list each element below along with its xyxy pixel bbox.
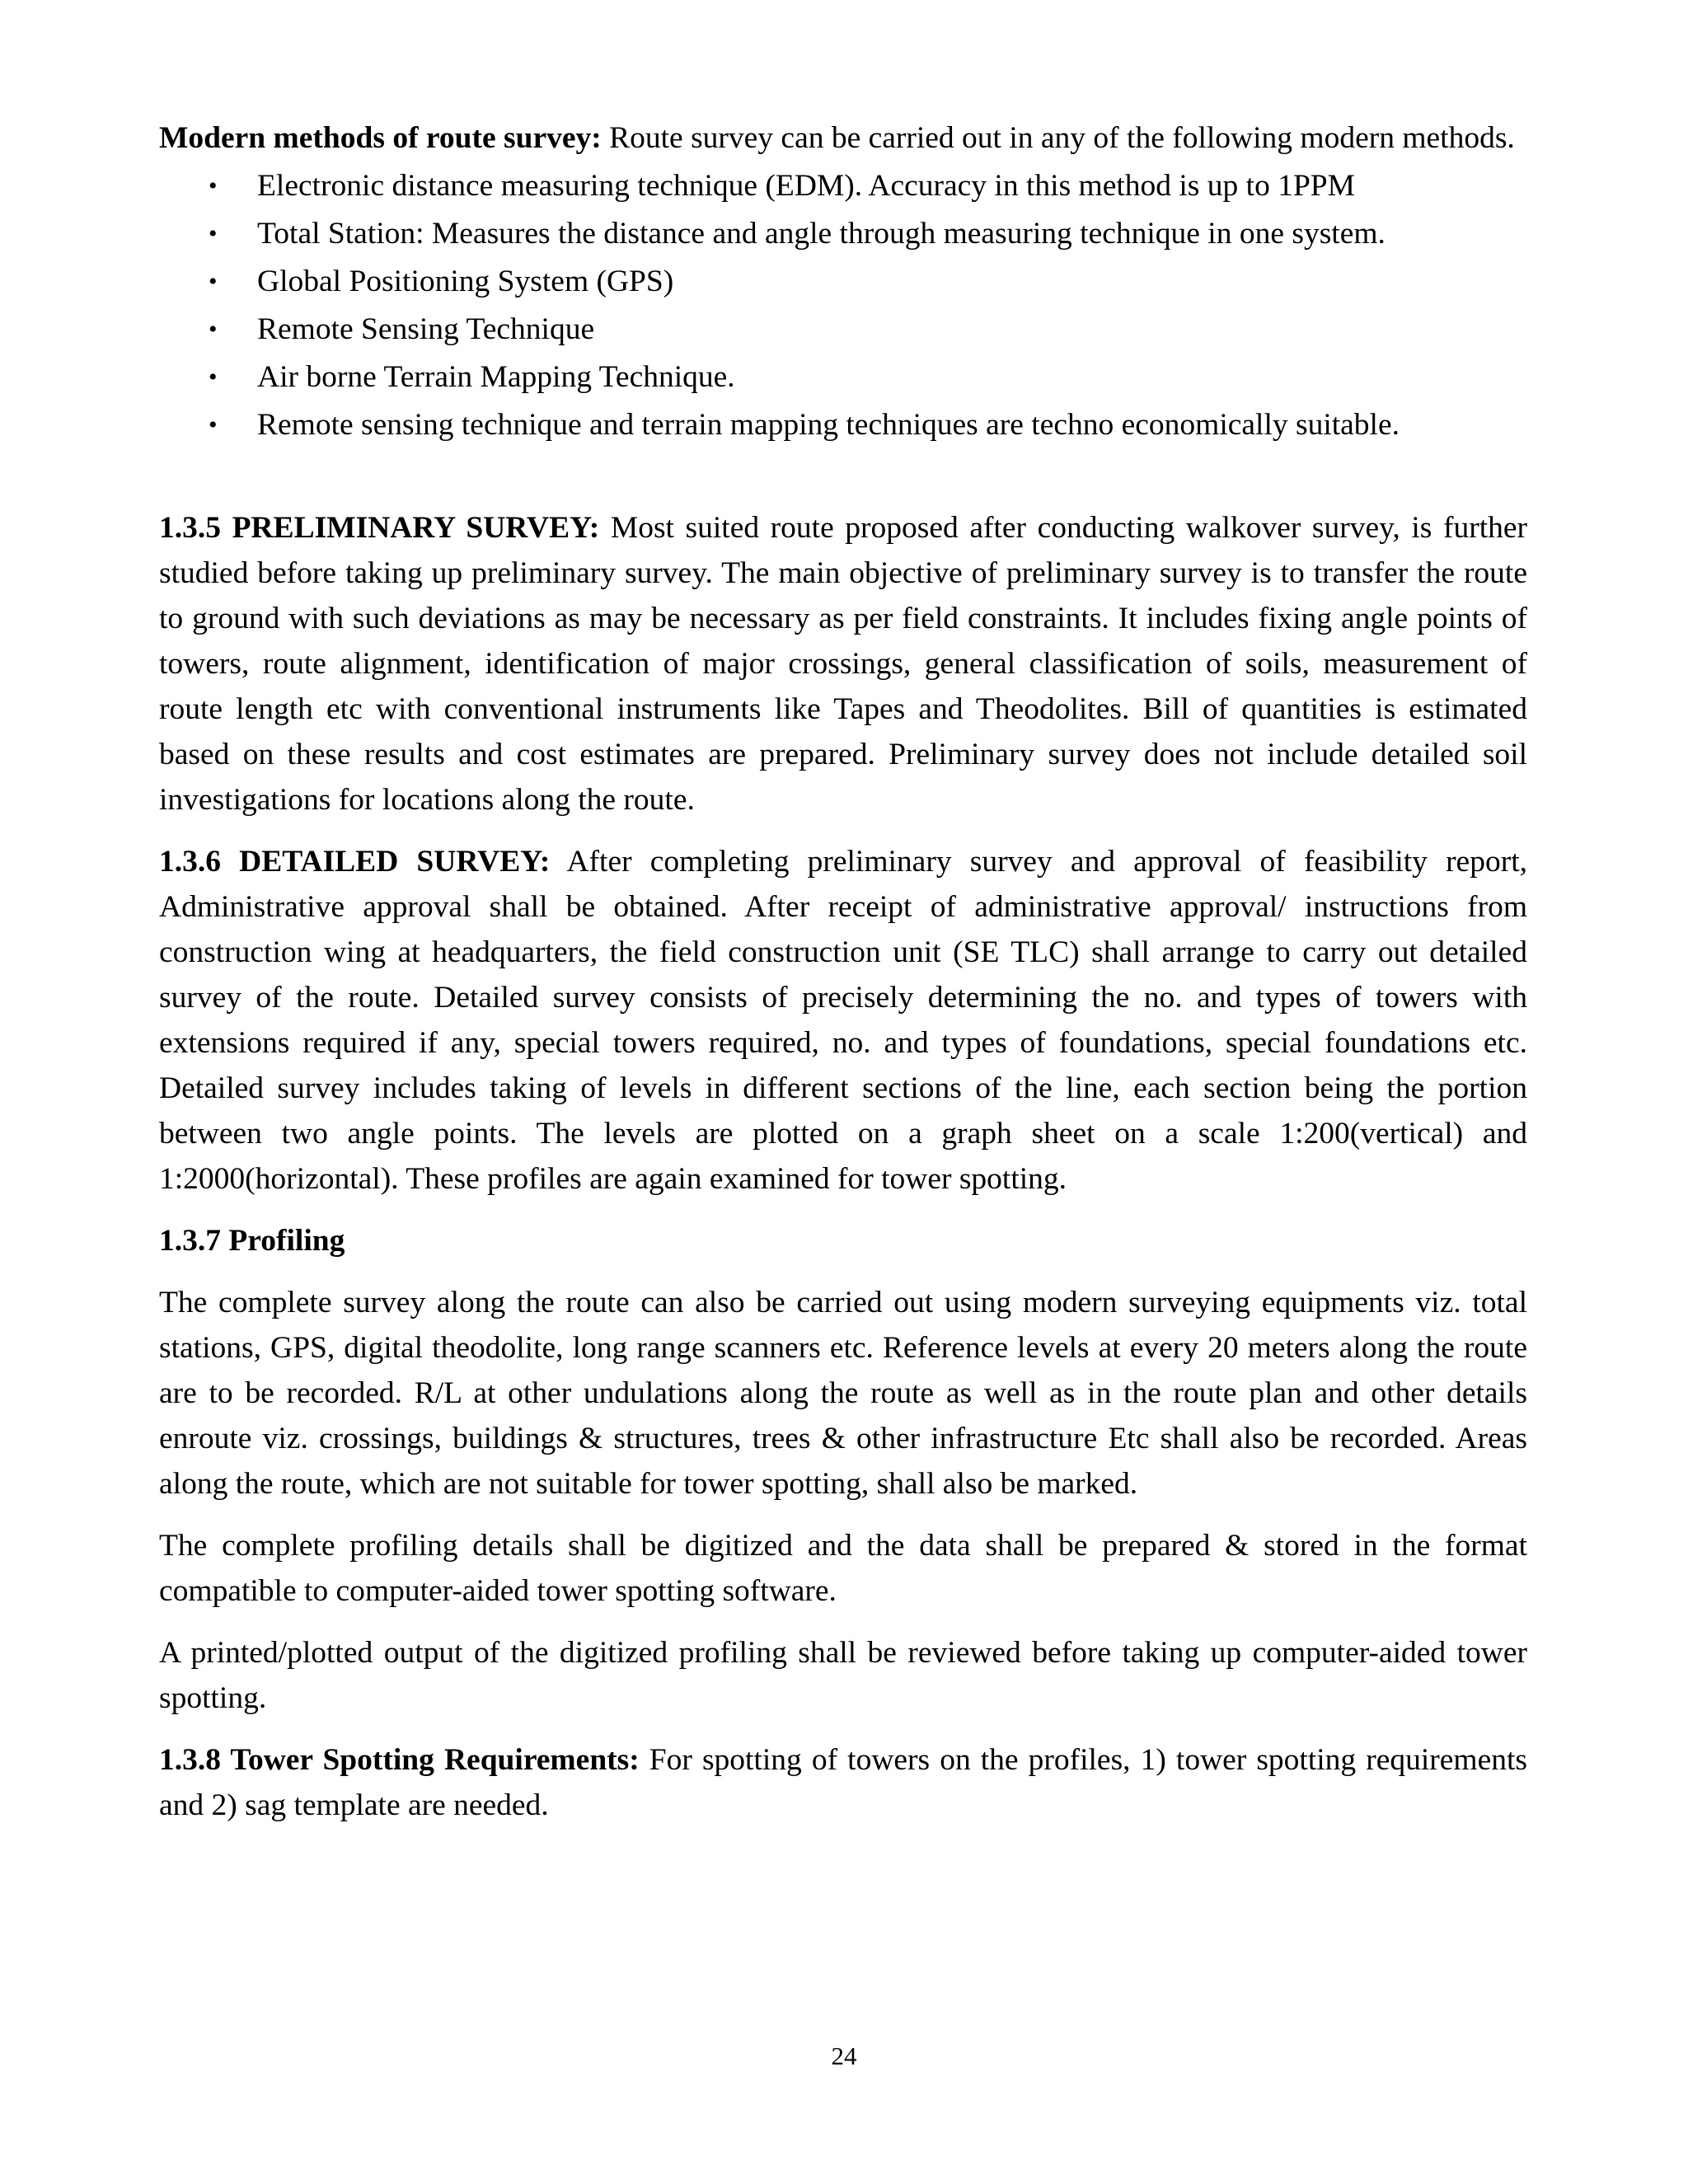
- bullet-icon: •: [209, 411, 218, 438]
- detailed-survey-text: After completing preliminary survey and approval of feasibility report, Administrative approval shall be obtained. After receipt of administrative approval/ instructions from construction wing at headquarters, the field construction unit (SE TLC) shall arrange to carry out detailed survey of the route. Detailed survey consists of precisely determining the no. and types of towers with extensions required if any, special towers required, no. and types of foundations, special foundations etc. Detailed survey includes taking of levels in different sections of the line, each section being the portion between two angle points. The levels are plotted on a graph sheet on a scale 1:200(vertical) and 1:2000(horizontal). These profiles are again examined for tower spotting.: [159, 845, 1527, 1196]
- detailed-survey-heading: 1.3.6 DETAILED SURVEY:: [159, 845, 551, 879]
- bullet-icon: •: [209, 172, 218, 199]
- bullet-icon: •: [209, 316, 218, 343]
- preliminary-survey-text: Most suited route proposed after conducting walkover survey, is further studied before taking up preliminary survey. The main objective of preliminary survey is to transfer the route to ground with such deviations as may be necessary as per field constraints. It includes fixing angle points of towers, route alignment, identification of major crossings, general classification of soils, measurement of route length etc with conventional instruments like Tapes and Theodolites. Bill of quantities is estimated based on these results and cost estimates are prepared. Preliminary survey does not include detailed soil investigations for locations along the route.: [159, 511, 1527, 817]
- preliminary-survey-heading: 1.3.5 PRELIMINARY SURVEY:: [159, 511, 600, 545]
- modern-methods-text: Route survey can be carried out in any of the following modern methods.: [601, 121, 1515, 155]
- list-item: • Electronic distance measuring technique (EDM). Accuracy in this method is up to 1PPM: [159, 162, 1527, 210]
- document-page: [159, 115, 1527, 1828]
- detailed-survey-paragraph: [159, 839, 1527, 1202]
- bullet-icon: •: [209, 363, 218, 391]
- modern-methods-paragraph: [159, 115, 1527, 161]
- preliminary-survey-paragraph: [159, 505, 1527, 823]
- list-item: • Total Station: Measures the distance and angle through measuring technique in one system.: [159, 210, 1527, 258]
- profiling-paragraph-2: The complete profiling details shall be digitized and the data shall be prepared & stored in the format compatible to computer-aided tower spotting software.: [159, 1529, 1527, 1608]
- modern-methods-list: [159, 162, 1527, 449]
- tower-spotting-heading: 1.3.8 Tower Spotting Requirements:: [159, 1743, 640, 1777]
- modern-methods-heading: Modern methods of route survey:: [159, 121, 602, 155]
- list-item: • Global Positioning System (GPS): [159, 258, 1527, 306]
- list-item: • Air borne Terrain Mapping Technique.: [159, 354, 1527, 401]
- profiling-paragraph-3: A printed/plotted output of the digitized profiling shall be reviewed before taking up computer-aided tower spotting.: [159, 1636, 1527, 1715]
- profiling-paragraph-1: The complete survey along the route can also be carried out using modern surveying equipments viz. total stations, GPS, digital theodolite, long range scanners etc. Reference levels at every 20 meters along the route are to be recorded. R/L at other undulations along the route as well as in the route plan and other details enroute viz. crossings, buildings & structures, trees & other infrastructure Etc shall also be recorded. Areas along the route, which are not suitable for tower spotting, shall also be marked.: [159, 1286, 1527, 1501]
- page-number: 24: [831, 2041, 857, 2070]
- list-item: • Remote Sensing Technique: [159, 306, 1527, 354]
- tower-spotting-paragraph: [159, 1737, 1527, 1828]
- bullet-icon: •: [209, 220, 218, 247]
- profiling-heading: 1.3.7 Profiling: [159, 1224, 345, 1258]
- bullet-icon: •: [209, 268, 218, 295]
- list-item: • Remote sensing technique and terrain mapping techniques are techno economically suitable.: [159, 401, 1527, 449]
- tower-spotting-text: For spotting of towers on the profiles, 1) tower spotting requirements and 2) sag template are needed.: [159, 1743, 1527, 1822]
